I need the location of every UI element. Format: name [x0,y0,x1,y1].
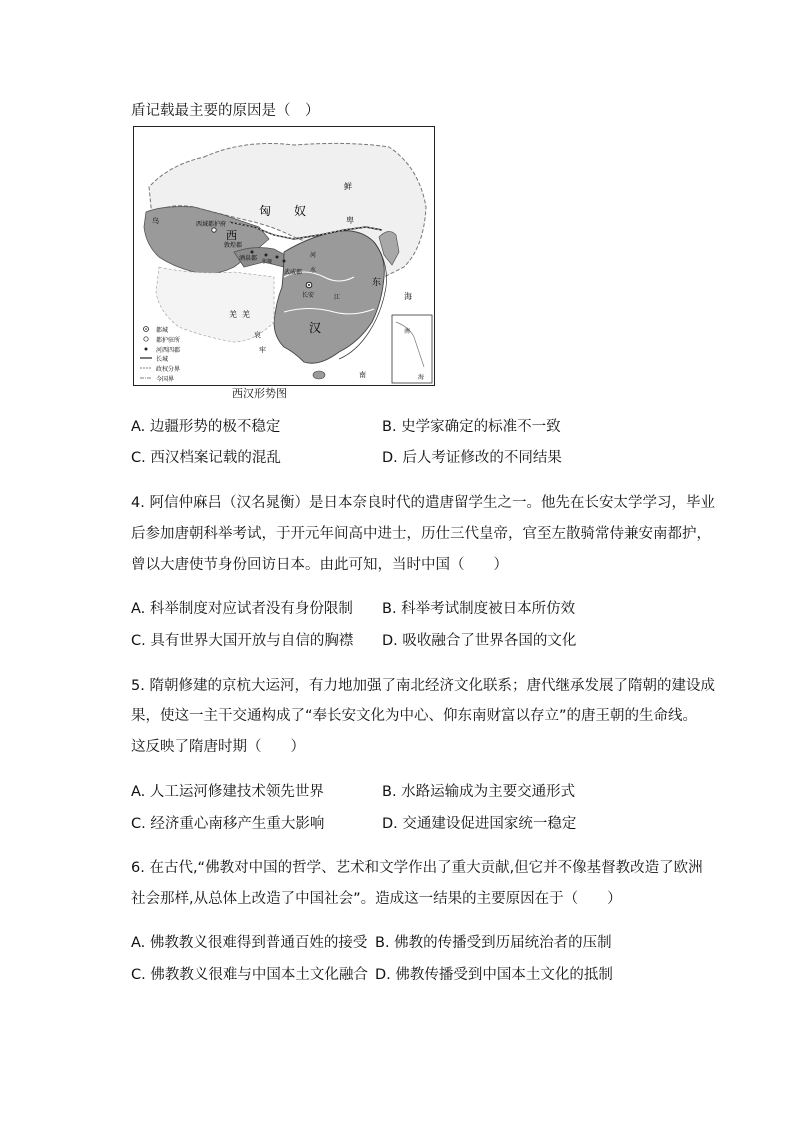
q6-option-c[interactable]: C. 佛教教义很难与中国本土文化融合 [131,967,368,983]
label-wuwei: 武威郡 [284,269,303,276]
label-xi: 西 [226,229,237,242]
q6-stem-line-1: 6. 在古代,“佛教对中国的哲学、艺术和文学作出了重大贡献,但它并不像基督教改造了欧洲 [131,860,703,876]
q6-option-d[interactable]: D. 佛教传播受到中国本土文化的抵制 [375,967,613,983]
q3-option-a[interactable]: A. 边疆形势的极不稳定 [131,419,281,435]
label-jiuquan: 酒泉郡 [239,255,258,262]
q5-option-d[interactable]: D. 交通建设促进国家统一稳定 [382,816,577,832]
label-xiyu-duhufu: 西域都护府 [196,221,227,228]
label-changan: 长安 [302,292,315,299]
label-dong: 东 [372,278,382,288]
label-xiongnu-2: 奴 [294,204,307,218]
label-qiang-2: 羌 [242,310,250,319]
label-shui: 水 [310,267,317,274]
q3-option-c[interactable]: C. 西汉档案记载的混乱 [131,450,281,466]
q3-option-b[interactable]: B. 史学家确定的标准不一致 [382,419,561,435]
label-nan: 南 [359,371,366,379]
label-he: 河 [310,252,317,259]
q4-option-d[interactable]: D. 吸收融合了世界各国的文化 [382,633,577,649]
q3-stem-tail: 盾记载最主要的原因是（ ） [131,103,320,119]
q5-stem-line-2: 果，使这一主干交通构成了“奉长安文化为中心、仰东南财富以存立”的唐王朝的生命线。 [131,708,698,724]
q5-stem-line-1: 5. 隋朝修建的京杭大运河，有力地加强了南北经济文化联系；唐代继承发展了隋朝的建设成 [131,678,715,694]
label-zhangye: 张掖 [262,259,273,265]
q4-stem-line-3: 曾以大唐使节身份回访日本。由此可知，当时中国（ ） [131,557,508,573]
label-ai: 哀 [254,331,261,339]
q5-option-b[interactable]: B. 水路运输成为主要交通形式 [382,784,576,800]
q6-option-a[interactable]: A. 佛教教义很难得到普通百姓的接受 [131,935,368,951]
legend-boundary: 政权分界 [156,366,181,373]
label-wusun: 乌 [152,217,159,225]
q3-option-d[interactable]: D. 后人考证修改的不同结果 [382,450,562,466]
q5-option-c[interactable]: C. 经济重心南移产生重大影响 [131,816,325,832]
q4-option-a[interactable]: A. 科举制度对应试者没有身份限制 [131,601,353,617]
legend-duhu: 都护驻所 [156,337,181,344]
label-lao: 牢 [259,346,266,354]
q4-option-c[interactable]: C. 具有世界大国开放与自信的胸襟 [131,633,354,649]
label-xiongnu-1: 匈 [259,204,272,218]
legend-capital: 都城 [156,327,169,334]
q5-stem-line-3: 这反映了隋唐时期（ ） [131,739,305,755]
q6-option-b[interactable]: B. 佛教的传播受到历届统治者的压制 [375,935,612,951]
label-inset-hai: 海 [418,374,425,381]
western-han-map [133,126,435,386]
q6-stem-line-2: 社会那样,从总体上改造了中国社会”。造成这一结果的主要原因在于（ ） [131,891,622,907]
map-caption: 西汉形势图 [232,387,287,400]
q5-option-a[interactable]: A. 人工运河修建技术领先世界 [131,784,324,800]
label-dunhuang: 敦煌郡 [224,242,243,249]
q4-option-b[interactable]: B. 科举考试制度被日本所仿效 [382,601,576,617]
q4-stem-line-1: 4. 阿信仲麻吕（汉名晁衡）是日本奈良时代的遣唐留学生之一。他先在长安太学学习，毕业 [131,495,715,511]
label-hai: 海 [404,292,412,301]
label-qiang-1: 羌 [229,310,237,319]
map-legend [140,326,180,383]
label-han: 汉 [309,321,322,335]
q4-stem-line-2: 后参加唐朝科举考试，于开元年间高中进士，历仕三代皇帝，官至左散骑常侍兼安南都护， [131,526,711,542]
legend-hexi: 河西四郡 [156,347,181,354]
label-inset-nan: 南 [404,328,411,335]
legend-modern-border: 今国界 [156,376,175,383]
map-svg [134,127,434,385]
label-xianbei: 鲜 [344,182,352,191]
legend-wall: 长城 [156,356,169,363]
label-jiang: 江 [334,294,341,301]
label-beiwu: 卑 [346,216,354,225]
